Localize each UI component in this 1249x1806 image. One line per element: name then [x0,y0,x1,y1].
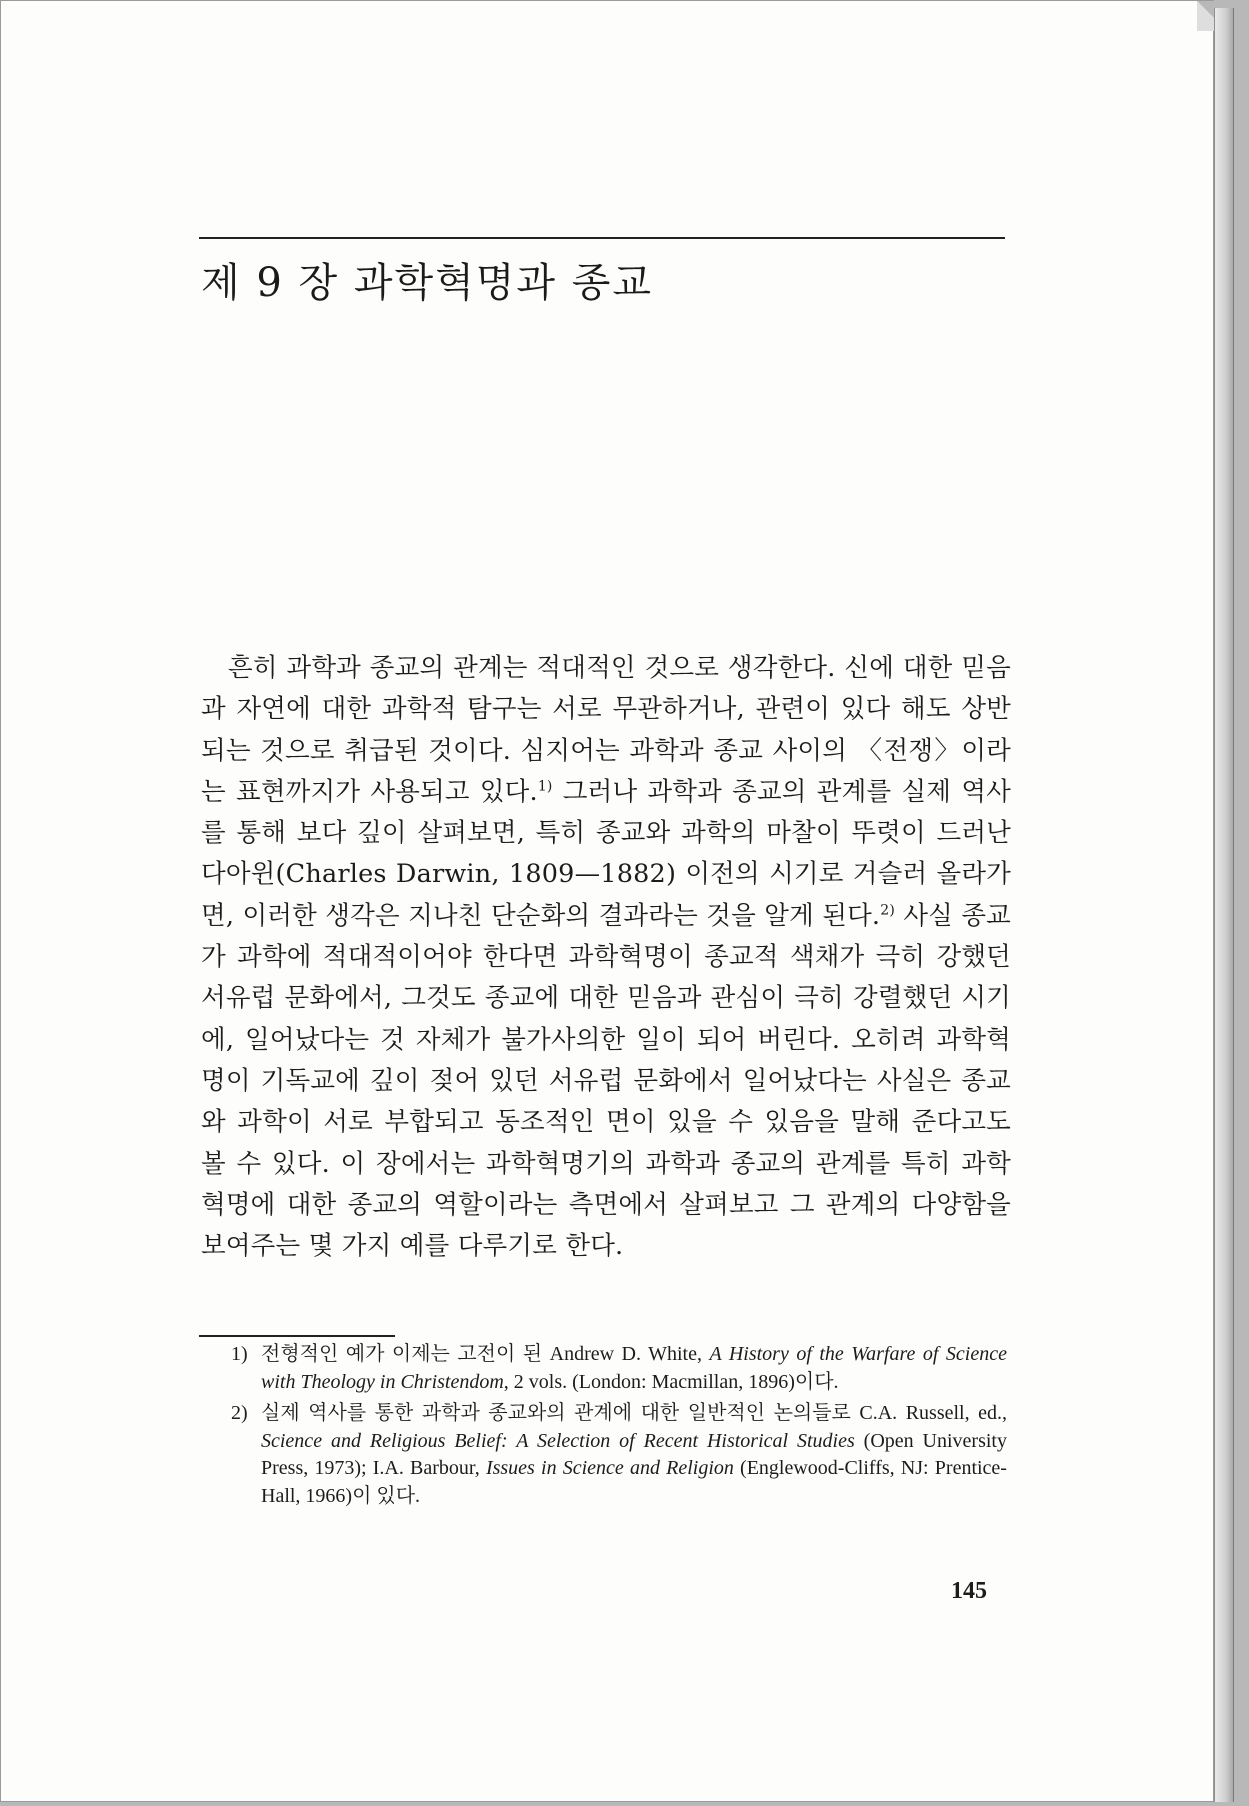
footnote-text: 실제 역사를 통한 과학과 종교와의 관계에 대한 일반적인 논의들로 C.A. Russell, ed., [261,1402,1007,1424]
body-text-part2: 그러나 과학과 종교의 관계를 실제 역사를 통해 보다 깊이 살펴보면, 특히 종교와 과학의 마찰이 뚜렷이 드러난 다아윈(Charles Darwin, 1809—1882) 이전의 시기로 거슬러 올라가면, 이러한 생각은 지나친 단순화의 결과라는 것을 알게 된다. [201,776,1011,931]
footnote-number: 1) [231,1343,248,1365]
footnote-book-title: Science and Religious Belief: A Selection of Recent Historical Studies [261,1429,855,1452]
footnote-ref-1[interactable]: 1) [537,778,553,795]
body-text-part1: 흔히 과학과 종교의 관계는 적대적인 것으로 생각한다. 신에 대한 믿음과 자연에 대한 과학적 탐구는 서로 무관하거나, 관련이 있다 해도 상반되는 것으로 취급된 것이다. 심지어는 과학과 종교 사이의 〈전쟁〉이라는 표현까지가 사용되고 있다. [201,653,1011,807]
footnotes [231,1341,1007,1514]
footnote-book-title: A History of the Warfare of Science with Theology in Christendom [261,1343,1007,1393]
body-text-part3: 사실 종교가 과학에 적대적이어야 한다면 과학혁명이 종교적 색채가 극히 강했던 서유럽 문화에서, 그것도 종교에 대한 믿음과 관심이 극히 강렬했던 시기에, 일어났다는 것 자체가 불가사의한 일이 되어 버린다. 오히려 과학혁명이 기독교에 깊이 젖어 있던 서유럽 문화에서 일어났다는 사실은 종교와 과학이 서로 부합되고 동조적인 면이 있을 수 있음을 말해 준다고도 볼 수 있다. 이 장에서는 과학혁명기의 과학과 종교의 관계를 특히 과학혁명에 대한 종교의 역할이라는 측면에서 살펴보고 그 관계의 다양함을 보여주는 몇 가지 예를 다루기로 한다. [201,900,1011,1262]
page-number: 145 [951,1578,987,1604]
footnote-number: 2) [231,1402,248,1424]
page-stack-edge [1214,8,1234,1802]
footnote-1 [231,1341,1007,1396]
footnote-2 [231,1400,1007,1510]
chapter-rule [199,237,1005,239]
footnote-ref-2[interactable]: 2) [880,902,895,919]
footnote-text: (Englewood-Cliffs, NJ: Prentice-Hall, 1966)이 있다. [261,1457,1007,1507]
footnote-text: (Open University Press, 1973); I.A. Barbour, [261,1429,1007,1479]
footnote-rule [199,1335,395,1337]
footnote-text: , 2 vols. (London: Macmillan, 1896)이다. [503,1370,839,1393]
footnote-book-title: Issues in Science and Religion [485,1457,734,1479]
footnote-text: 전형적인 예가 이제는 고전이 된 Andrew D. White, [261,1343,710,1365]
body-paragraph [201,648,1011,1267]
chapter-title: 제 9 장 과학혁명과 종교 [201,260,654,306]
